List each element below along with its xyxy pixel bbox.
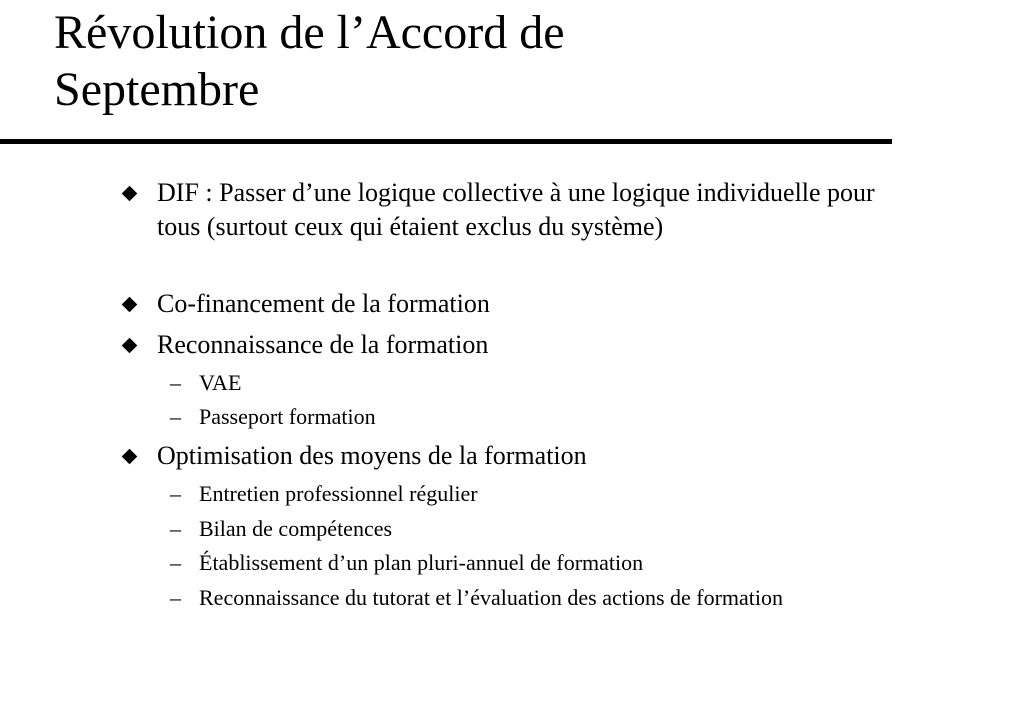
dash-marker: – — [170, 370, 181, 395]
diamond-bullet-icon — [122, 186, 138, 202]
dash-marker: – — [170, 516, 181, 541]
bullet-item — [157, 287, 897, 321]
bullet-text: Optimisation des moyens de la formation — [157, 441, 587, 470]
sub-bullet-item — [170, 515, 939, 543]
bullet-text: Reconnaissance de la formation — [157, 330, 489, 359]
sub-bullet-item — [170, 480, 939, 508]
title-line-1: Révolution de l’Accord de — [54, 6, 565, 59]
diamond-bullet-icon — [122, 338, 138, 354]
bullet-item — [157, 439, 897, 473]
diamond-bullet-icon — [122, 297, 138, 313]
sub-bullet-text: VAE — [199, 370, 242, 395]
dash-marker: – — [170, 585, 181, 610]
sub-bullet-text: Bilan de compétences — [199, 516, 393, 541]
bullet-item — [157, 176, 897, 244]
sub-bullet-item — [170, 584, 939, 612]
dash-marker: – — [170, 404, 181, 429]
sub-bullet-item — [170, 369, 939, 397]
bullet-item — [157, 328, 897, 362]
dash-marker: – — [170, 481, 181, 506]
diamond-bullet-icon — [122, 449, 138, 465]
sub-bullet-text: Passeport formation — [199, 404, 376, 429]
title-line-2: Septembre — [54, 63, 260, 116]
bullet-text: DIF : Passer d’une logique collective à une logique individuelle pour tous (surtout ceux qui étaient exclus du système) — [157, 178, 875, 241]
sub-bullet-text: Entretien professionnel régulier — [199, 481, 478, 506]
sub-bullet-item — [170, 549, 939, 577]
dash-marker: – — [170, 550, 181, 575]
sub-bullet-item — [170, 403, 939, 431]
sub-bullet-text: Reconnaissance du tutorat et l’évaluation des actions de formation — [199, 585, 784, 610]
sub-bullet-text: Établissement d’un plan pluri-annuel de formation — [199, 550, 644, 575]
bullet-text: Co-financement de la formation — [157, 289, 490, 318]
